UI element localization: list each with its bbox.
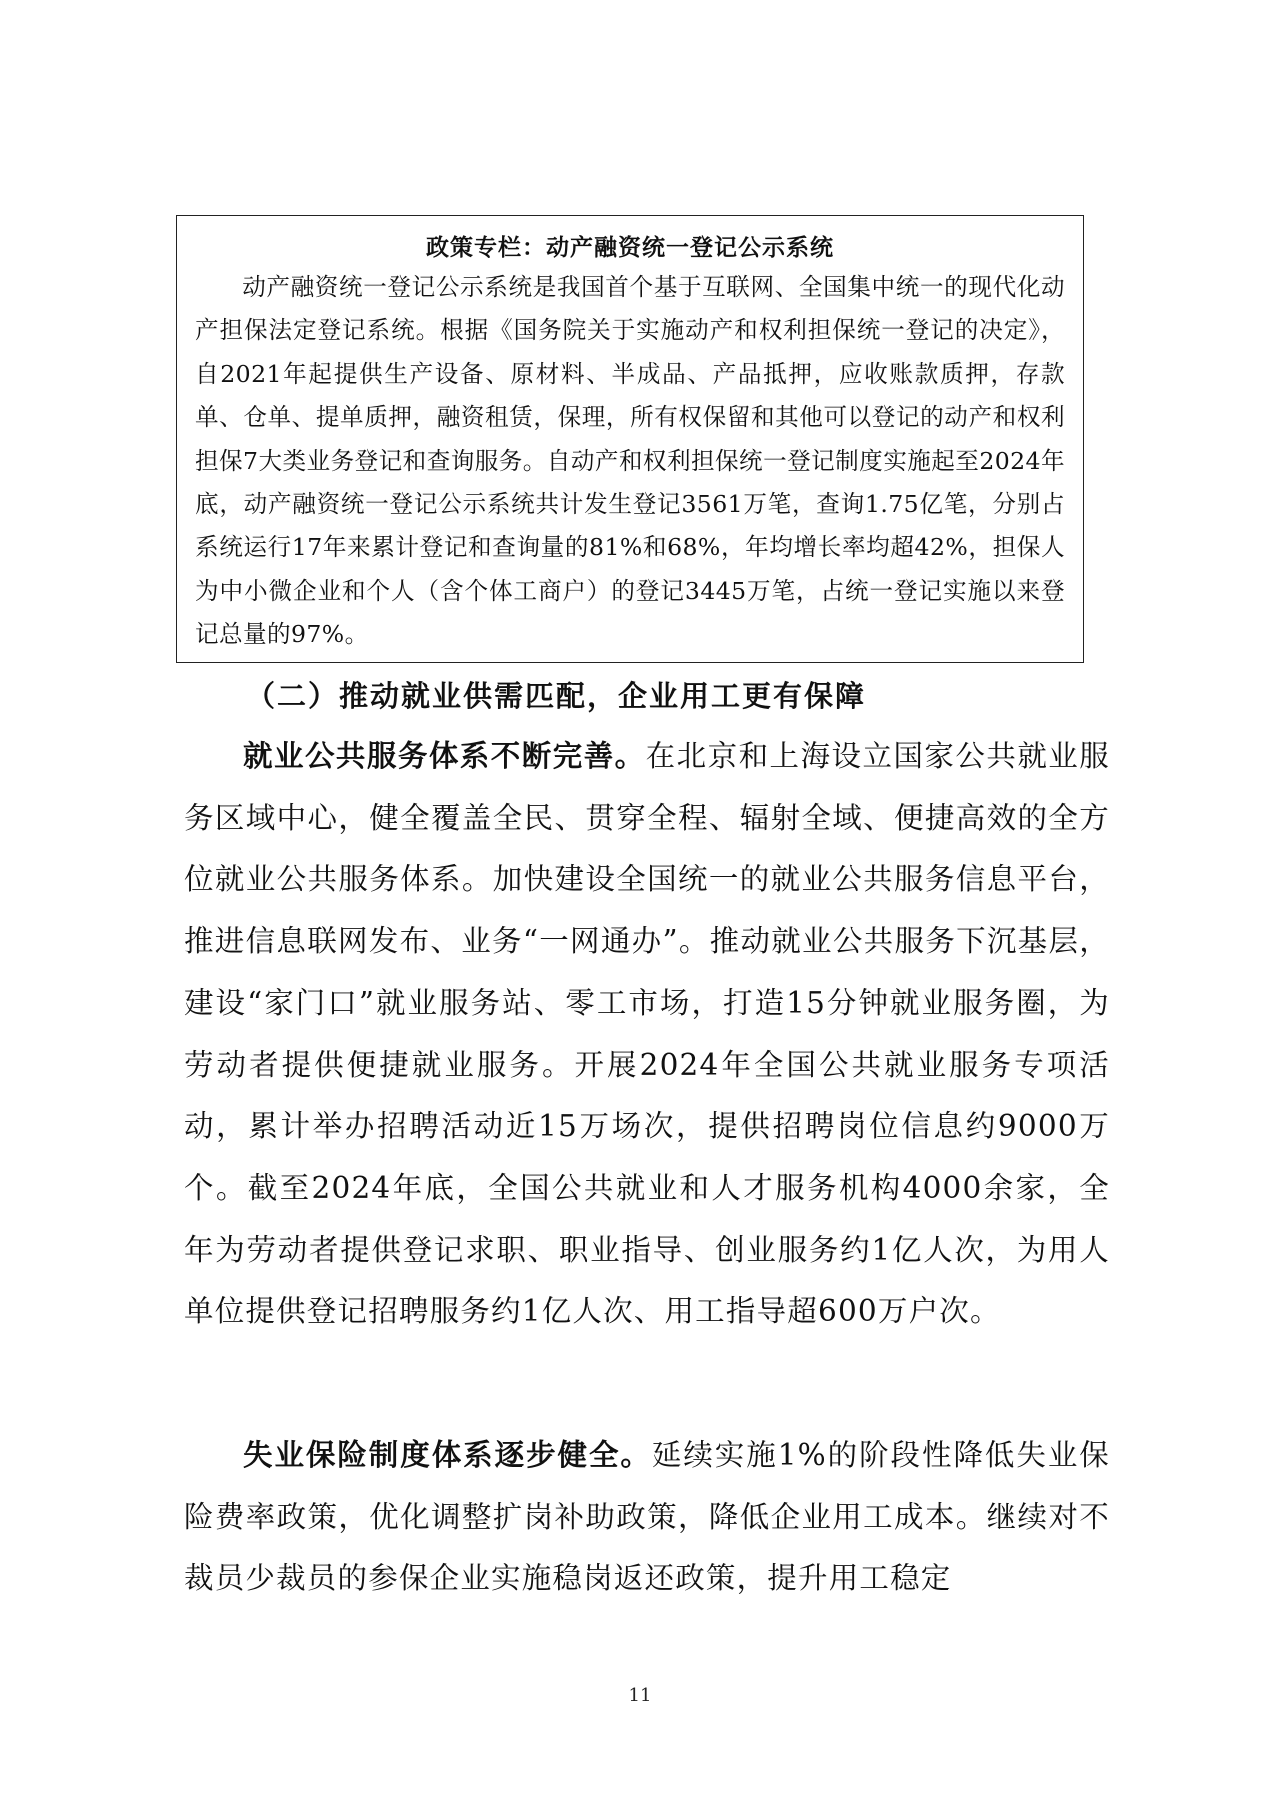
paragraph-unemployment-insurance <box>184 1425 1110 1610</box>
policy-box-title: 政策专栏：动产融资统一登记公示系统 <box>426 235 834 261</box>
paragraph-body: 在北京和上海设立国家公共就业服务区域中心，健全覆盖全民、贯穿全程、辐射全域、便捷高效的全方位就业公共服务体系。加快建设全国统一的就业公共服务信息平台，推进信息联网发布、业务“一网通办”。推动就业公共服务下沉基层，建设“家门口”就业服务站、零工市场，打造15分钟就业服务圈，为劳动者提供便捷就业服务。开展2024年全国公共就业服务专项活动，累计举办招聘活动近15万场次，提供招聘岗位信息约9000万个。截至2024年底，全国公共就业和人才服务机构4000余家，全年为劳动者提供登记求职、职业指导、创业服务约1亿人次，为用人单位提供登记招聘服务约1亿人次、用工指导超600万户次。 <box>184 739 1110 1329</box>
section-heading: （二）推动就业供需匹配，企业用工更有保障 <box>246 679 867 713</box>
page-number: 11 <box>628 1685 652 1706</box>
paragraph-lead: 失业保险制度体系逐步健全。 <box>243 1438 652 1472</box>
policy-box <box>176 215 1084 663</box>
paragraph-public-employment-services <box>184 726 1110 1343</box>
paragraph-body: 延续实施1%的阶段性降低失业保险费率政策，优化调整扩岗补助政策，降低企业用工成本。继续对不裁员少裁员的参保企业实施稳岗返还政策，提升用工稳定 <box>184 1438 1110 1596</box>
policy-box-text: 动产融资统一登记公示系统是我国首个基于互联网、全国集中统一的现代化动产担保法定登记系统。根据《国务院关于实施动产和权利担保统一登记的决定》，自2021年起提供生产设备、原材料、半成品、产品抵押，应收账款质押，存款单、仓单、提单质押，融资租赁，保理，所有权保留和其他可以登记的动产和权利担保7大类业务登记和查询服务。自动产和权利担保统一登记制度实施起至2024年底，动产融资统一登记公示系统共计发生登记3561万笔，查询1.75亿笔，分别占系统运行17年来累计登记和查询量的81%和68%，年均增长率均超42%，担保人为中小微企业和个人（含个体工商户）的登记3445万笔，占统一登记实施以来登记总量的97%。 <box>195 273 1065 649</box>
paragraph-lead: 就业公共服务体系不断完善。 <box>243 739 646 773</box>
